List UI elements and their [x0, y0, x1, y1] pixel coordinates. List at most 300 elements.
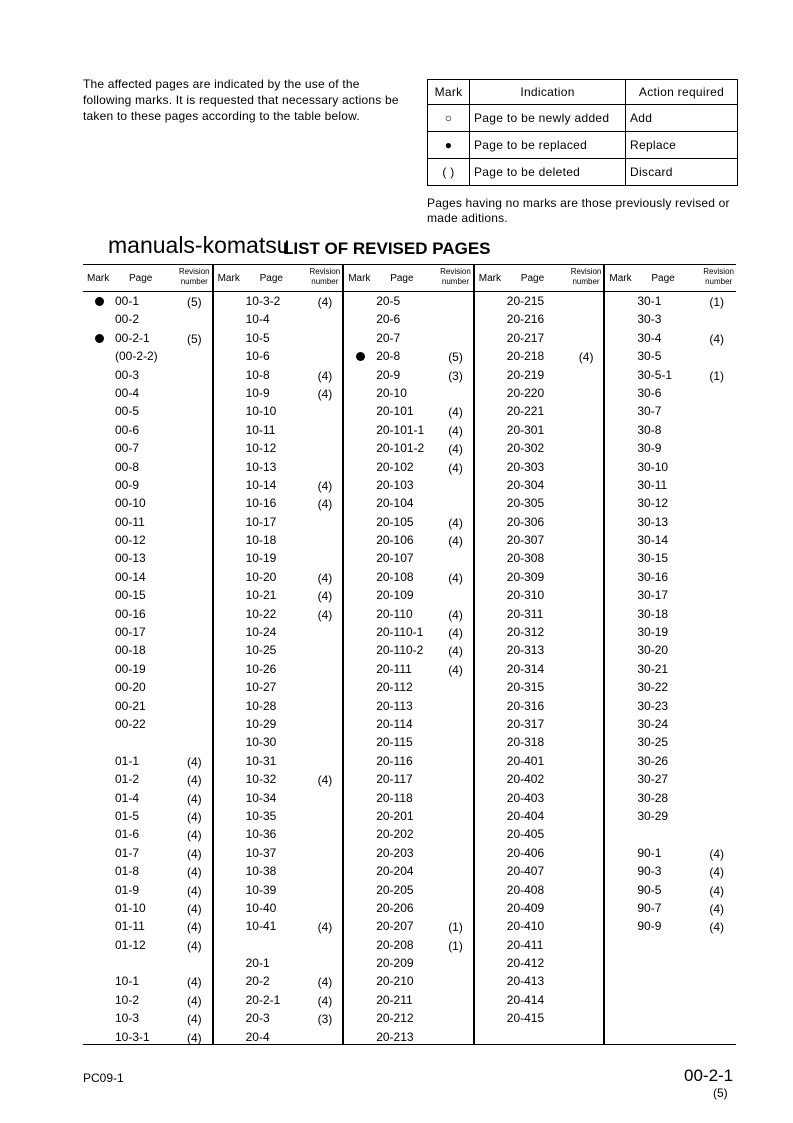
- page-number: 10-26: [245, 661, 277, 676]
- table-row: [475, 697, 604, 715]
- page-list-column: [344, 265, 475, 1044]
- page-number: 10-18: [245, 533, 277, 548]
- page-number: 20-305: [506, 496, 545, 511]
- page-number: 20-7: [376, 330, 401, 345]
- page-number: 90-9: [637, 919, 662, 934]
- page-number: 20-204: [376, 864, 414, 879]
- table-row: [214, 807, 343, 825]
- parentheses-icon: ( ): [428, 159, 470, 186]
- table-row: [344, 623, 473, 641]
- table-row: [475, 1009, 604, 1027]
- page-number: 10-31: [245, 753, 277, 768]
- page-number: 20-314: [506, 661, 545, 676]
- table-row: [83, 715, 212, 733]
- table-row: [475, 899, 604, 917]
- page-number: 30-17: [637, 588, 669, 603]
- page-number: 20-403: [506, 790, 545, 805]
- page-number: 20-215: [506, 294, 545, 308]
- page-number: 10-41: [245, 919, 277, 934]
- table-row: [214, 1009, 343, 1027]
- table-row: [344, 899, 473, 917]
- revision-number: (4): [187, 828, 202, 843]
- table-row: [605, 531, 736, 549]
- table-row: [214, 789, 343, 807]
- table-row: [475, 513, 604, 531]
- page-number: 20-104: [376, 496, 414, 511]
- table-row: [83, 917, 212, 935]
- page-number: 90-5: [637, 882, 662, 897]
- table-row: [83, 697, 212, 715]
- revision-number: (4): [187, 791, 202, 806]
- page-list-column: [475, 265, 606, 1044]
- revision-number: (4): [187, 1030, 202, 1045]
- page-number: 10-22: [245, 606, 277, 621]
- table-row: [475, 825, 604, 843]
- action: Discard: [626, 159, 738, 186]
- table-row: [83, 678, 212, 696]
- table-row: [344, 862, 473, 880]
- page-number: 20-110: [376, 606, 413, 621]
- table-row: [475, 881, 604, 899]
- page-number: 20-303: [506, 459, 545, 474]
- revision-number: (4): [317, 607, 333, 622]
- page-number: 90-1: [637, 845, 662, 860]
- table-row: [475, 402, 604, 420]
- table-row: [214, 715, 343, 733]
- page-number: 20-113: [376, 698, 413, 713]
- footer-page-number: 00-2-1: [684, 1066, 734, 1085]
- page-number: 20-218: [506, 349, 545, 364]
- page-number: 20-102: [376, 459, 414, 474]
- page-number: 30-7: [637, 404, 662, 419]
- page-number: 10-21: [245, 588, 277, 603]
- revision-number: (4): [317, 478, 333, 493]
- page-number: 10-17: [245, 514, 277, 529]
- page-number: 20-413: [506, 974, 545, 989]
- page-number: 10-20: [245, 569, 277, 584]
- table-row: [344, 972, 473, 990]
- header-revision-number: [440, 267, 471, 287]
- header-number: number: [311, 277, 339, 286]
- table-row: [605, 825, 736, 843]
- table-row: [214, 881, 343, 899]
- page-number: 00-2-1: [115, 330, 150, 345]
- page-number: 20-209: [376, 956, 414, 971]
- table-row: [83, 568, 212, 586]
- marks-row-add: [428, 105, 738, 132]
- revision-number: (4): [187, 993, 202, 1008]
- table-row: [344, 881, 473, 899]
- page-title: LIST OF REVISED PAGES: [283, 239, 491, 258]
- page-number: 20-105: [376, 514, 414, 529]
- table-row: [83, 972, 212, 990]
- table-row: [475, 917, 604, 935]
- table-row: [475, 733, 604, 751]
- table-row: [83, 421, 212, 439]
- table-row: [83, 881, 212, 899]
- table-row: [83, 384, 212, 402]
- table-row: [475, 605, 604, 623]
- table-row: [605, 402, 736, 420]
- page-number: 20-2-1: [245, 992, 281, 1007]
- table-row: [475, 439, 604, 457]
- page-number: 20-301: [506, 422, 545, 437]
- page-number: 20-3: [245, 1011, 270, 1026]
- revision-number: (4): [317, 386, 333, 401]
- revised-pages-table: [83, 264, 736, 1045]
- revision-number: (1): [448, 938, 463, 953]
- header-mark: Mark: [428, 80, 470, 105]
- header-page: Page: [259, 273, 283, 284]
- header-page: Page: [651, 273, 675, 284]
- table-row: [83, 494, 212, 512]
- table-row: [475, 991, 604, 1009]
- table-row: [83, 752, 212, 770]
- page-number: 01-1: [115, 753, 140, 768]
- page-number: 20-115: [376, 735, 413, 750]
- revision-number: (4): [317, 589, 333, 604]
- table-row: [344, 549, 473, 567]
- page-number: 01-12: [115, 937, 146, 952]
- page-number: 01-10: [115, 900, 146, 915]
- table-row: [605, 568, 736, 586]
- page-number: 30-19: [637, 625, 669, 640]
- column-header: [214, 265, 343, 292]
- page-number: 20-304: [506, 477, 545, 492]
- table-row: [83, 899, 212, 917]
- table-row: [344, 807, 473, 825]
- page-number: 10-30: [245, 735, 277, 750]
- intro-text: The affected pages are indicated by the use of the following marks. It is requested that necessary actions be taken to these pages according to the table below.: [83, 77, 399, 123]
- page-number: 20-411: [506, 937, 544, 952]
- table-row: [605, 862, 736, 880]
- table-row: [475, 789, 604, 807]
- table-row: [605, 292, 736, 310]
- header-indication: Indication: [470, 80, 626, 105]
- table-row: [344, 917, 473, 935]
- page-number: 30-22: [637, 680, 669, 695]
- page-number: 30-5: [637, 349, 662, 364]
- table-row: [83, 844, 212, 862]
- page-number: 30-11: [637, 477, 668, 492]
- marks-row-discard: [428, 159, 738, 186]
- page-number: 10-13: [245, 459, 277, 474]
- table-row: [475, 862, 604, 880]
- revision-number: (4): [448, 442, 463, 457]
- page-number: 00-4: [115, 385, 140, 400]
- table-row: [605, 329, 736, 347]
- page-number: 20-210: [376, 974, 414, 989]
- table-row: [344, 421, 473, 439]
- page-number: 10-12: [245, 441, 277, 456]
- table-row: [605, 752, 736, 770]
- table-row: [214, 844, 343, 862]
- page-number: 30-25: [637, 735, 669, 750]
- page-number: 20-107: [376, 551, 414, 566]
- table-row: [214, 899, 343, 917]
- header-mark: Mark: [609, 273, 632, 284]
- table-row: [344, 458, 473, 476]
- table-row: [344, 789, 473, 807]
- table-row: [475, 715, 604, 733]
- table-row: [605, 513, 736, 531]
- page-number: 30-18: [637, 606, 669, 621]
- table-row: [475, 660, 604, 678]
- page-number: 20-114: [376, 716, 413, 731]
- page-number: 20-410: [506, 919, 545, 934]
- table-row: [83, 549, 212, 567]
- table-row: [83, 770, 212, 788]
- revision-number: (4): [448, 534, 463, 549]
- table-row: [344, 825, 473, 843]
- table-row: [214, 697, 343, 715]
- action: Add: [626, 105, 738, 132]
- page-number: 20-103: [376, 477, 414, 492]
- page-number: 20-101-1: [376, 422, 425, 437]
- page-number: 00-2: [115, 312, 140, 327]
- page-number: 10-16: [245, 496, 277, 511]
- revision-number: (4): [317, 920, 333, 935]
- table-row: [605, 660, 736, 678]
- table-row: [214, 366, 343, 384]
- page-number: 20-207: [376, 919, 414, 934]
- page-number: 30-6: [637, 385, 662, 400]
- page-number: 30-9: [637, 441, 662, 456]
- revision-number: (4): [578, 350, 594, 365]
- page-number: 00-5: [115, 404, 140, 419]
- table-row: [214, 936, 343, 954]
- table-row: [344, 1009, 473, 1027]
- filled-circle-icon: ●: [428, 132, 470, 159]
- page-number: 00-7: [115, 441, 140, 456]
- page-number: 20-101: [376, 404, 414, 419]
- page-number: 20-310: [506, 588, 545, 603]
- table-row: [605, 421, 736, 439]
- revision-number: (4): [709, 846, 725, 861]
- page-number: 00-20: [115, 680, 146, 695]
- page-number: 10-38: [245, 864, 277, 879]
- header-action: Action required: [626, 80, 738, 105]
- page-number: 00-14: [115, 569, 146, 584]
- table-row: [475, 752, 604, 770]
- replace-mark-icon: [356, 352, 365, 361]
- page-number: 00-21: [115, 698, 146, 713]
- page-number: 20-309: [506, 569, 545, 584]
- page-number: 20-108: [376, 569, 414, 584]
- table-row: [83, 954, 212, 972]
- page-number: 20-208: [376, 937, 414, 952]
- page-number: 20-315: [506, 680, 545, 695]
- revision-number: (4): [187, 1012, 202, 1027]
- revision-number: (4): [448, 405, 463, 420]
- page-number: 30-20: [637, 643, 669, 658]
- table-row: [214, 586, 343, 604]
- table-row: [344, 660, 473, 678]
- table-row: [605, 844, 736, 862]
- page-number: 10-36: [245, 827, 277, 842]
- page-number: 20-1: [245, 956, 270, 971]
- page-number: 20-307: [506, 533, 545, 548]
- header-number: number: [441, 277, 469, 286]
- page-number: 30-15: [637, 551, 669, 566]
- page-number: 20-106: [376, 533, 414, 548]
- page-number: 10-29: [245, 716, 277, 731]
- table-row: [475, 972, 604, 990]
- page-number: 20-8: [376, 349, 401, 364]
- page-number: 10-9: [245, 385, 270, 400]
- page-number: 20-212: [376, 1011, 414, 1026]
- page-number: 20-116: [376, 753, 413, 768]
- revision-number: (4): [317, 993, 333, 1008]
- page-number: 30-3: [637, 312, 662, 327]
- table-row: [83, 1009, 212, 1027]
- page-number: 20-219: [506, 367, 545, 382]
- page-number: 20-409: [506, 900, 545, 915]
- page-number: 10-6: [245, 349, 270, 364]
- table-row: [214, 862, 343, 880]
- note-text: Pages having no marks are those previously revised or made aditions.: [427, 196, 730, 225]
- table-row: [83, 402, 212, 420]
- revision-number: (4): [709, 901, 725, 916]
- page-number: 10-3: [115, 1011, 140, 1026]
- revision-number: (4): [187, 754, 202, 769]
- page-number: 00-15: [115, 588, 146, 603]
- table-row: [214, 770, 343, 788]
- page-number: 30-27: [637, 772, 669, 787]
- table-row: [83, 513, 212, 531]
- table-row: [344, 384, 473, 402]
- page-number: 10-5: [245, 330, 270, 345]
- table-row: [83, 733, 212, 751]
- column-header: [605, 265, 736, 292]
- page-number: 10-40: [245, 900, 277, 915]
- table-row: [344, 513, 473, 531]
- revision-number: (4): [187, 773, 202, 788]
- table-row: [605, 347, 736, 365]
- table-row: [344, 494, 473, 512]
- revision-number: (4): [187, 938, 202, 953]
- table-row: [83, 825, 212, 843]
- page-number: 20-302: [506, 441, 545, 456]
- header-revision: Revision: [309, 267, 341, 276]
- table-row: [83, 789, 212, 807]
- table-row: [475, 458, 604, 476]
- table-row: [344, 310, 473, 328]
- table-row: [605, 881, 736, 899]
- page-number: 10-4: [245, 312, 270, 327]
- page-number: 00-17: [115, 625, 146, 640]
- page-number: 20-311: [506, 606, 544, 621]
- page-number: 20-402: [506, 772, 545, 787]
- page-number: 20-217: [506, 330, 545, 345]
- page-number: 20-318: [506, 735, 545, 750]
- page-number: 10-39: [245, 882, 277, 897]
- revision-number: (4): [187, 809, 202, 824]
- indication: Page to be deleted: [470, 159, 626, 186]
- revision-number: (4): [317, 773, 333, 788]
- table-row: [475, 623, 604, 641]
- header-mark: Mark: [87, 273, 110, 284]
- table-row: [214, 513, 343, 531]
- replace-mark-icon: [95, 297, 104, 306]
- page-number: 20-408: [506, 882, 545, 897]
- table-row: [214, 660, 343, 678]
- page-number: (00-2-2): [115, 349, 158, 364]
- table-row: [214, 549, 343, 567]
- table-row: [605, 586, 736, 604]
- table-row: [214, 568, 343, 586]
- header-mark: Mark: [478, 273, 502, 284]
- table-row: [344, 531, 473, 549]
- table-row: [344, 568, 473, 586]
- table-row: [83, 292, 212, 310]
- header-number: number: [705, 277, 733, 286]
- table-row: [214, 825, 343, 843]
- table-row: [214, 494, 343, 512]
- table-row: [344, 329, 473, 347]
- page-number: 20-405: [506, 827, 545, 842]
- table-row: [214, 439, 343, 457]
- page-number: 20-6: [376, 312, 401, 327]
- page-number: 20-313: [506, 643, 545, 658]
- page-number: 10-19: [245, 551, 277, 566]
- page-number: 10-14: [245, 477, 277, 492]
- table-row: [475, 936, 604, 954]
- table-row: [475, 494, 604, 512]
- table-row: [214, 421, 343, 439]
- table-row: [83, 1028, 212, 1046]
- page-number: 10-10: [245, 404, 277, 419]
- table-row: [475, 329, 604, 347]
- table-row: [475, 954, 604, 972]
- page-number: 30-5-1: [637, 367, 673, 382]
- page-number: 10-27: [245, 680, 277, 695]
- page-number: 20-404: [506, 808, 545, 823]
- revision-number: (5): [448, 350, 463, 365]
- table-row: [214, 402, 343, 420]
- page-number: 20-110-1: [376, 625, 424, 640]
- table-row: [83, 439, 212, 457]
- page-number: 10-34: [245, 790, 277, 805]
- page-number: 00-3: [115, 367, 140, 382]
- footer-revision: (5): [713, 1086, 728, 1100]
- table-row: [475, 366, 604, 384]
- page-number: 01-7: [115, 845, 140, 860]
- table-row: [83, 329, 212, 347]
- table-row: [344, 641, 473, 659]
- table-row: [605, 917, 736, 935]
- table-row: [344, 586, 473, 604]
- table-row: [83, 807, 212, 825]
- page-number: 00-10: [115, 496, 146, 511]
- table-row: [83, 366, 212, 384]
- header-mark: Mark: [217, 273, 240, 284]
- column-header: [83, 265, 212, 292]
- page-list-column: [605, 265, 736, 1044]
- page-number: 20-10: [376, 385, 407, 400]
- page-number: 20-216: [506, 312, 545, 327]
- page-number: 30-26: [637, 753, 669, 768]
- indication: Page to be newly added: [470, 105, 626, 132]
- revision-number: (4): [709, 920, 725, 935]
- revision-number: (4): [317, 368, 333, 383]
- table-row: [475, 678, 604, 696]
- table-row: [475, 807, 604, 825]
- revision-number: (4): [448, 460, 463, 475]
- table-row: [83, 623, 212, 641]
- page-number: 10-25: [245, 643, 277, 658]
- table-row: [344, 347, 473, 365]
